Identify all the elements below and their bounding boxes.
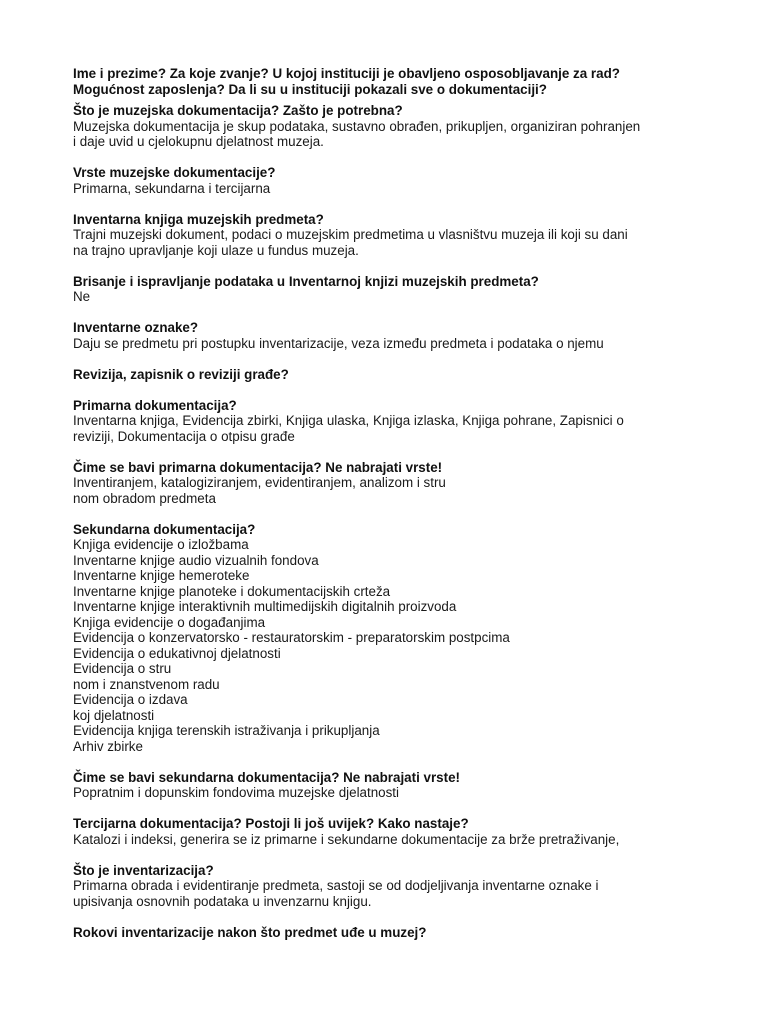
qa-block xyxy=(73,165,723,196)
answer-text: Primarna, sekundarna i tercijarna xyxy=(73,180,271,196)
question-heading: Čime se bavi sekundarna dokumentacija? Ne nabrajati vrste! xyxy=(73,769,460,785)
answer-text: Inventarna knjiga, Evidencija zbirki, Knjiga ulaska, Knjiga izlaska, Knjiga pohrane, Zapisnici o reviziji, Dokumentacija o otpisu građe xyxy=(73,413,624,444)
question-heading: Vrste muzejske dokumentacije? xyxy=(73,165,276,180)
question-heading: Što je muzejska dokumentacija? Zašto je potrebna? xyxy=(73,103,403,118)
answer-text: Knjiga evidencije o izložbama Inventarne knjige audio vizualnih fondova Inventarne knjige hemeroteke Inventarne knjige planoteke i dokumentacijskih crteža Inventarne knjige interaktivnih multimedijskih digitalnih proizvoda Knjiga evidencije o događanjima Evidencija o konzervatorsko - restauratorskim - preparatorskim postpcima Evidencija o edukativnoj djelatnosti Evidencija o stru nom i znanstvenom radu Evidencija o izdava koj djelatnosti Evidencija knjiga terenskih istraživanja i prikupljanja Arhiv zbirke xyxy=(73,537,510,754)
qa-block xyxy=(73,863,723,910)
qa-block xyxy=(73,212,723,259)
document-page xyxy=(73,66,723,956)
qa-block xyxy=(73,320,723,351)
qa-block xyxy=(73,103,723,150)
question-heading: Rokovi inventarizacije nakon što predmet uđe u muzej? xyxy=(73,924,427,940)
question-heading: Što je inventarizacija? xyxy=(73,862,214,878)
answer-text: Popratnim i dopunskim fondovima muzejske djelatnosti xyxy=(73,785,399,800)
answer-text: Primarna obrada i evidentiranje predmeta, sastoji se od dodjeljivanja inventarne oznake i upisivanja osnovnih podataka u invenzarnu knjigu. xyxy=(73,878,599,909)
qa-block xyxy=(73,367,723,383)
question-heading: Primarna dokumentacija? xyxy=(73,397,237,413)
question-heading: Inventarne oznake? xyxy=(73,320,199,335)
question-heading: Inventarna knjiga muzejskih predmeta? xyxy=(73,211,324,227)
answer-text: Inventiranjem, katalogiziranjem, evidentiranjem, analizom i stru nom obradom predmeta xyxy=(73,475,446,506)
qa-block xyxy=(73,522,723,755)
question-heading: Revizija, zapisnik o reviziji građe? xyxy=(73,366,289,382)
qa-block xyxy=(73,66,723,97)
qa-block xyxy=(73,925,723,941)
answer-text: Katalozi i indeksi, generira se iz primarne i sekundarne dokumentacije za brže pretraživanje, xyxy=(73,831,620,847)
answer-text: Daju se predmetu pri postupku inventarizacije, veza između predmeta i podataka o njemu xyxy=(73,335,604,351)
question-heading: Čime se bavi primarna dokumentacija? Ne nabrajati vrste! xyxy=(73,459,443,475)
answer-text: Trajni muzejski dokument, podaci o muzejskim predmetima u vlasništvu muzeja ili koji su dani na trajno upravljanje koji ulaze u fundus muzeja. xyxy=(73,227,628,258)
question-heading: Tercijarna dokumentacija? Postoji li još uvijek? Kako nastaje? xyxy=(73,816,469,831)
qa-block xyxy=(73,816,723,847)
answer-text: Ne xyxy=(73,289,91,304)
question-heading: Ime i prezime? Za koje zvanje? U kojoj instituciji je obavljeno osposobljavanje za rad? Mogućnost zaposlenja? Da li su u instituciji pokazali sve o dokumentaciji? xyxy=(73,66,620,97)
qa-block xyxy=(73,398,723,445)
qa-block xyxy=(73,274,723,305)
qa-block xyxy=(73,460,723,507)
qa-block xyxy=(73,770,723,801)
question-heading: Brisanje i ispravljanje podataka u Inventarnoj knjizi muzejskih predmeta? xyxy=(73,273,539,289)
question-heading: Sekundarna dokumentacija? xyxy=(73,521,256,537)
answer-text: Muzejska dokumentacija je skup podataka, sustavno obrađen, prikupljen, organiziran pohranjen i daje uvid u cjelokupnu djelatnost muzeja. xyxy=(73,118,641,149)
